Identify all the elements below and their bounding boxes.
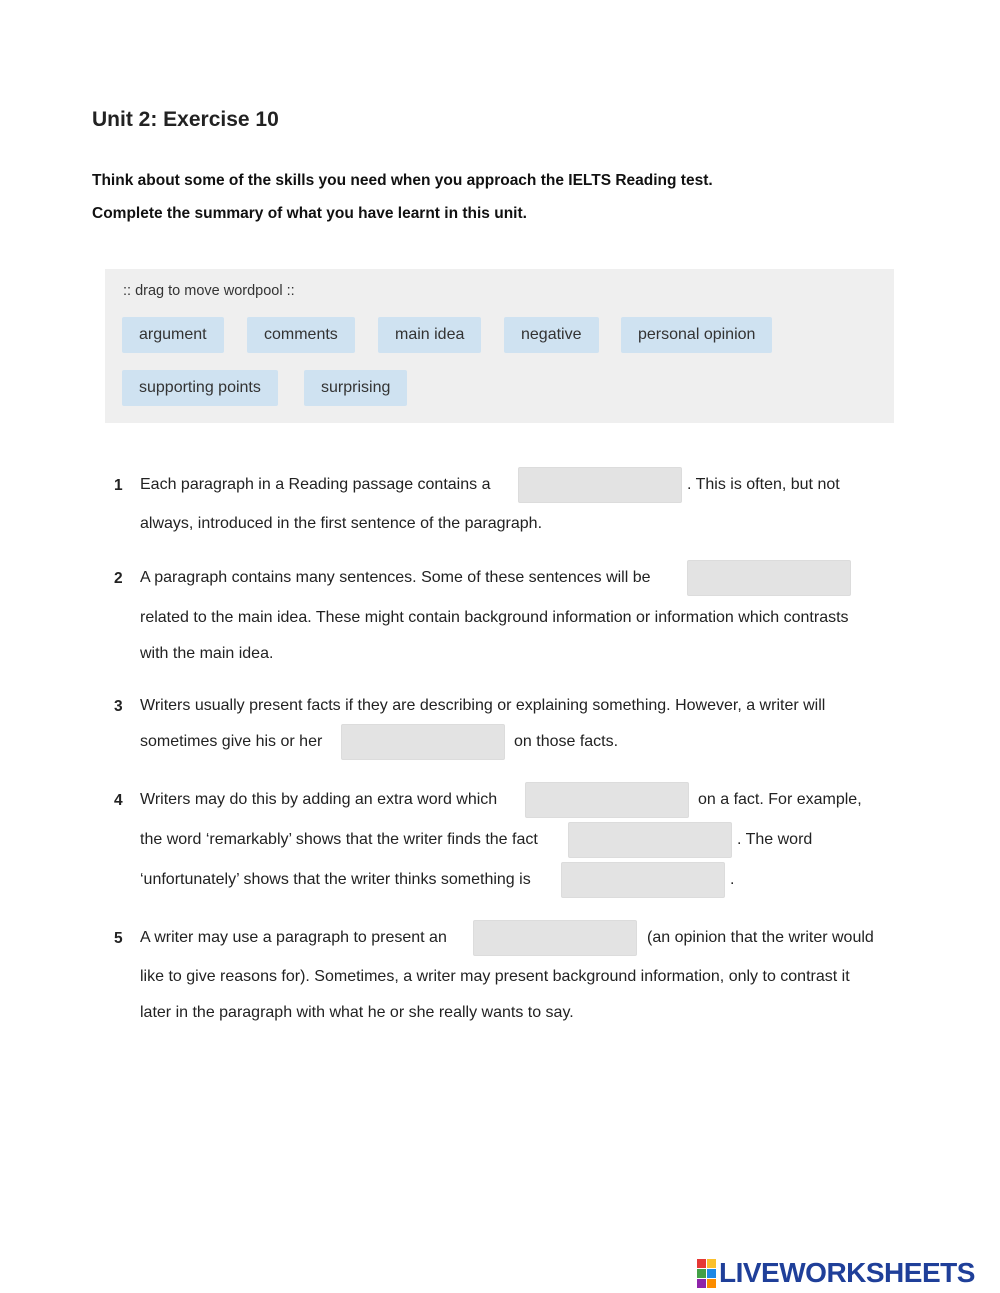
question-text: (an opinion that the writer would — [647, 929, 874, 946]
instruction-2: Complete the summary of what you have learnt in this unit. — [92, 205, 527, 222]
wordpool-drag-handle[interactable]: :: drag to move wordpool :: — [123, 283, 295, 299]
answer-drop-zone-7[interactable] — [473, 920, 637, 956]
question-text: sometimes give his or her — [140, 733, 323, 750]
question-text: like to give reasons for). Sometimes, a writer may present background information, only to contrast it — [140, 968, 850, 985]
question-text: later in the paragraph with what he or she really wants to say. — [140, 1004, 574, 1021]
instruction-1: Think about some of the skills you need when you approach the IELTS Reading test. — [92, 172, 713, 189]
logo-text: LIVEWORKSHEETS — [719, 1257, 975, 1288]
logo-badge-icon — [697, 1259, 716, 1288]
answer-drop-zone-2[interactable] — [687, 560, 851, 596]
page-title: Unit 2: Exercise 10 — [92, 108, 279, 131]
wordpool[interactable] — [105, 269, 894, 423]
question-text: . This is often, but not — [687, 476, 840, 493]
question-text: Writers usually present facts if they are describing or explaining something. However, a writer will — [140, 697, 826, 714]
word-chip-negative[interactable]: negative — [504, 317, 599, 353]
question-text: Each paragraph in a Reading passage contains a — [140, 476, 491, 493]
question-text: Writers may do this by adding an extra word which — [140, 791, 498, 808]
answer-drop-zone-4[interactable] — [525, 782, 689, 818]
answer-drop-zone-1[interactable] — [518, 467, 682, 503]
question-number: 2 — [114, 570, 123, 587]
question-number: 1 — [114, 477, 123, 494]
question-text: the word ‘remarkably’ shows that the writer finds the fact — [140, 831, 538, 848]
question-text: . The word — [737, 831, 813, 848]
word-chip-comments[interactable]: comments — [247, 317, 355, 353]
word-chip-personal-opinion[interactable]: personal opinion — [621, 317, 772, 353]
word-chip-main-idea[interactable]: main idea — [378, 317, 481, 353]
word-chip-supporting-points[interactable]: supporting points — [122, 370, 278, 406]
question-text: related to the main idea. These might contain background information or information which contrasts — [140, 609, 849, 626]
word-chip-surprising[interactable]: surprising — [304, 370, 407, 406]
question-number: 5 — [114, 930, 123, 947]
question-text: on a fact. For example, — [698, 791, 862, 808]
question-text: A writer may use a paragraph to present an — [140, 929, 447, 946]
question-text: . — [730, 871, 735, 888]
question-text: always, introduced in the first sentence of the paragraph. — [140, 515, 543, 532]
question-text: A paragraph contains many sentences. Some of these sentences will be — [140, 569, 651, 586]
question-text: with the main idea. — [140, 645, 274, 662]
question-text: on those facts. — [514, 733, 619, 750]
question-number: 4 — [114, 792, 123, 809]
answer-drop-zone-6[interactable] — [561, 862, 725, 898]
liveworksheets-logo — [697, 1256, 975, 1290]
answer-drop-zone-5[interactable] — [568, 822, 732, 858]
word-chip-argument[interactable]: argument — [122, 317, 224, 353]
question-number: 3 — [114, 698, 123, 715]
question-text: ‘unfortunately’ shows that the writer thinks something is — [140, 871, 531, 888]
answer-drop-zone-3[interactable] — [341, 724, 505, 760]
